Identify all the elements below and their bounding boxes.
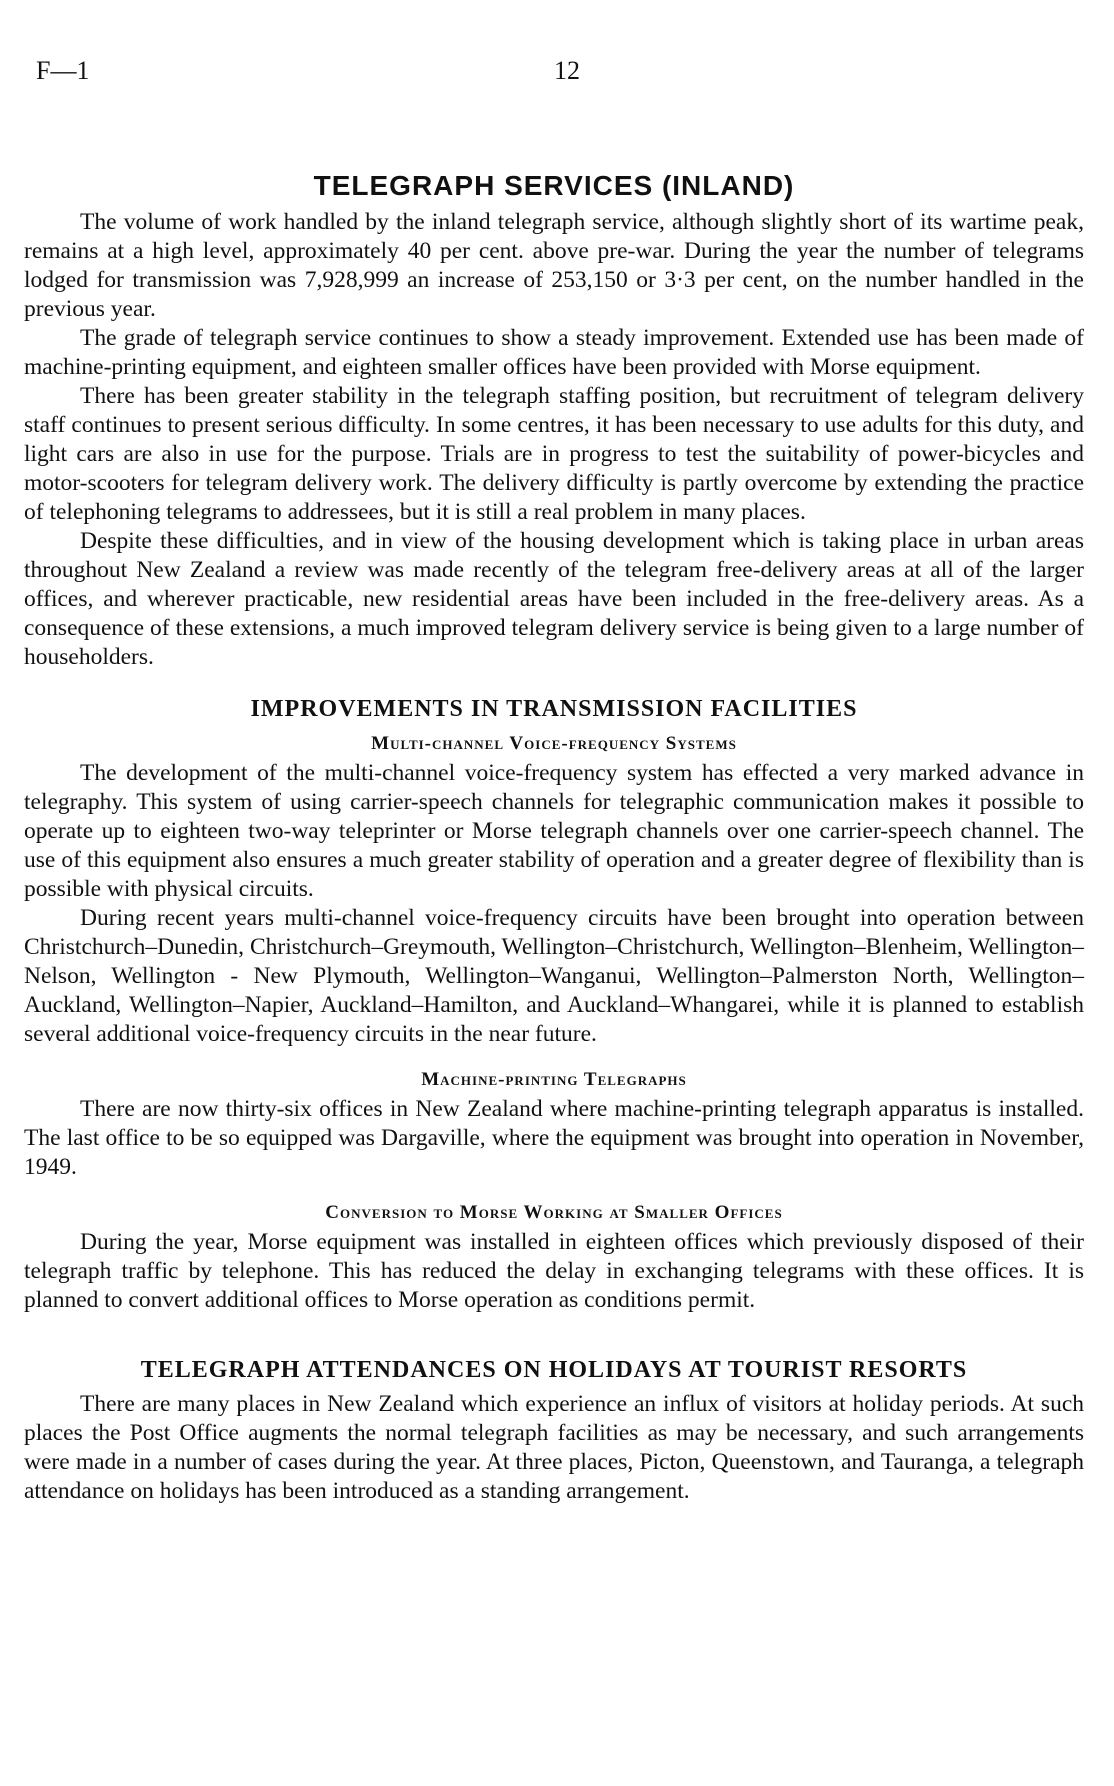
document-page (24, 52, 1084, 1506)
intro-paragraph: There has been greater stability in the telegraph staffing position, but recruitment of telegram delivery staff continues to present serious difficulty. In some centres, it has been necessary to use adults for this duty, and light cars are also in use for the purpose. Trials are in progress to test the suitability of power-bicycles and motor-scooters for telegram delivery work. The delivery difficulty is partly overcome by extending the practice of telephoning telegrams to addressees, but it is still a real problem in many places. (24, 383, 1084, 525)
section-heading-holidays: TELEGRAPH ATTENDANCES ON HOLIDAYS AT TOURIST RESORTS (140, 1357, 968, 1383)
intro-paragraph: The volume of work handled by the inland telegraph service, although slightly short of its wartime peak, remains at a high level, approximately 40 per cent. above pre-war. During the year the number of telegrams lodged for transmission was 7,928,999 an increase of 253,150 or 3·3 per cent, on the number handled in the previous year. (24, 209, 1084, 322)
running-header (24, 52, 1084, 92)
page-title: TELEGRAPH SERVICES (INLAND) (313, 170, 795, 201)
holidays-paragraph: There are many places in New Zealand which experience an influx of visitors at holiday periods. At such places the Post Office augments the normal telegraph facilities as may be necessary, and such arrangements were made in a number of cases during the year. At three places, Picton, Queenstown, and Tauranga, a telegraph attendance on holidays has been introduced as a standing arrangement. (24, 1391, 1084, 1504)
page-number: 12 (554, 56, 580, 85)
multichannel-paragraph: The development of the multi-channel voice-frequency system has effected a very marked advance in telegraphy. This system of using carrier-speech channels for telegraphic communication makes it possible to operate up to eighteen two-way teleprinter or Morse telegraph channels over one carrier-speech channel. The use of this equipment also ensures a much greater stability of operation and a greater degree of flexibility than is possible with physical circuits. (24, 760, 1084, 902)
intro-paragraph: Despite these difficulties, and in view of the housing development which is taking place in urban areas throughout New Zealand a review was made recently of the telegram free-delivery areas at all of the larger offices, and wherever practicable, new residential areas have been included in the free-delivery areas. As a consequence of these extensions, a much improved telegram delivery service is being given to a large number of householders. (24, 528, 1084, 670)
page-reference: F—1 (36, 56, 90, 85)
intro-paragraph: The grade of telegraph service continues to show a steady improvement. Extended use has been made of machine-printing equipment, and eighteen smaller offices have been provided with Morse equipment. (24, 325, 1084, 380)
machine-printing-paragraph: There are now thirty-six offices in New Zealand where machine-printing telegraph apparatus is installed. The last office to be so equipped was Dargaville, where the equipment was brought into operation in November, 1949. (24, 1096, 1084, 1180)
section-heading-improvements: IMPROVEMENTS IN TRANSMISSION FACILITIES (250, 696, 858, 722)
subsection-heading-multichannel: Multi-channel Voice-frequency Systems (371, 733, 737, 754)
multichannel-paragraph: During recent years multi-channel voice-frequency circuits have been brought into operation between Christchurch–Dunedin, Christchurch–Greymouth, Wellington–Christchurch, Wellington–Blenheim, Wellington–Nelson, Wellington - New Plymouth, Wellington–Wanganui, Wellington–Palmerston North, Wellington–Auckland, Wellington–Napier, Auckland–Hamilton, and Auckland–Whangarei, while it is planned to establish several additional voice-frequency circuits in the near future. (24, 905, 1084, 1047)
morse-conversion-paragraph: During the year, Morse equipment was installed in eighteen offices which previously disposed of their telegraph traffic by telephone. This has reduced the delay in exchanging telegrams with these offices. It is planned to convert additional offices to Morse operation as conditions permit. (24, 1229, 1084, 1313)
subsection-heading-machine-printing: Machine-printing Telegraphs (421, 1069, 687, 1090)
subsection-heading-morse-conversion: Conversion to Morse Working at Smaller Offices (325, 1202, 783, 1223)
